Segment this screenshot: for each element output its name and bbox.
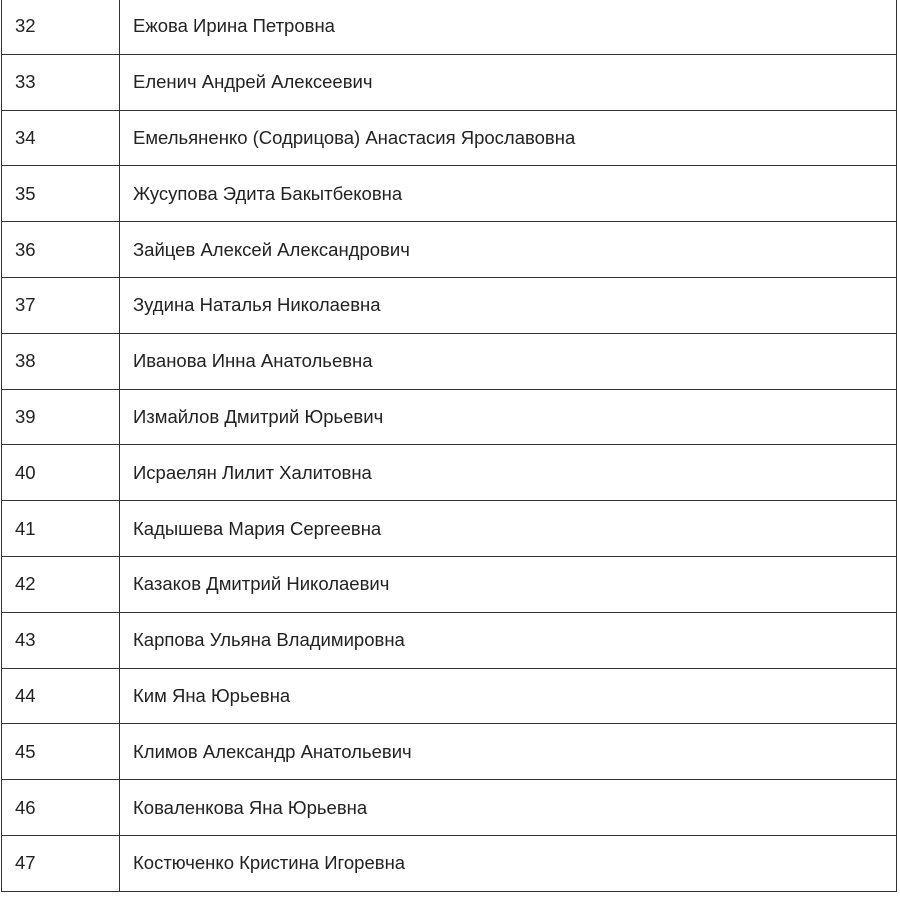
table-row [2, 333, 897, 389]
table-row [2, 835, 897, 891]
person-name: Зайцев Алексей Александрович [120, 222, 897, 278]
table-row [2, 612, 897, 668]
person-name: Коваленкова Яна Юрьевна [120, 780, 897, 836]
person-name: Костюченко Кристина Игоревна [120, 835, 897, 891]
person-name: Климов Александр Анатольевич [120, 724, 897, 780]
table-row [2, 668, 897, 724]
row-number: 43 [2, 612, 120, 668]
row-number: 44 [2, 668, 120, 724]
table-row [2, 222, 897, 278]
person-name: Жусупова Эдита Бакытбековна [120, 166, 897, 222]
row-number: 46 [2, 780, 120, 836]
person-name: Измайлов Дмитрий Юрьевич [120, 389, 897, 445]
row-number: 37 [2, 277, 120, 333]
row-number: 45 [2, 724, 120, 780]
row-number: 34 [2, 110, 120, 166]
person-name: Кадышева Мария Сергеевна [120, 501, 897, 557]
person-name: Исраелян Лилит Халитовна [120, 445, 897, 501]
person-name: Ежова Ирина Петровна [120, 0, 897, 54]
row-number: 36 [2, 222, 120, 278]
person-name: Еленич Андрей Алексеевич [120, 54, 897, 110]
row-number: 42 [2, 556, 120, 612]
table-row [2, 389, 897, 445]
table-row [2, 780, 897, 836]
table-row [2, 110, 897, 166]
row-number: 32 [2, 0, 120, 54]
row-number: 33 [2, 54, 120, 110]
row-number: 41 [2, 501, 120, 557]
table-row [2, 501, 897, 557]
row-number: 39 [2, 389, 120, 445]
row-number: 38 [2, 333, 120, 389]
person-name: Зудина Наталья Николаевна [120, 277, 897, 333]
table-row [2, 445, 897, 501]
table-row [2, 54, 897, 110]
person-name: Казаков Дмитрий Николаевич [120, 556, 897, 612]
person-name: Ким Яна Юрьевна [120, 668, 897, 724]
table-row [2, 556, 897, 612]
person-name: Иванова Инна Анатольевна [120, 333, 897, 389]
table-row [2, 0, 897, 54]
table-row [2, 166, 897, 222]
row-number: 47 [2, 835, 120, 891]
row-number: 40 [2, 445, 120, 501]
names-table [1, 0, 897, 892]
table-row [2, 277, 897, 333]
person-name: Карпова Ульяна Владимировна [120, 612, 897, 668]
row-number: 35 [2, 166, 120, 222]
person-name: Емельяненко (Содрицова) Анастасия Ярославовна [120, 110, 897, 166]
table-row [2, 724, 897, 780]
